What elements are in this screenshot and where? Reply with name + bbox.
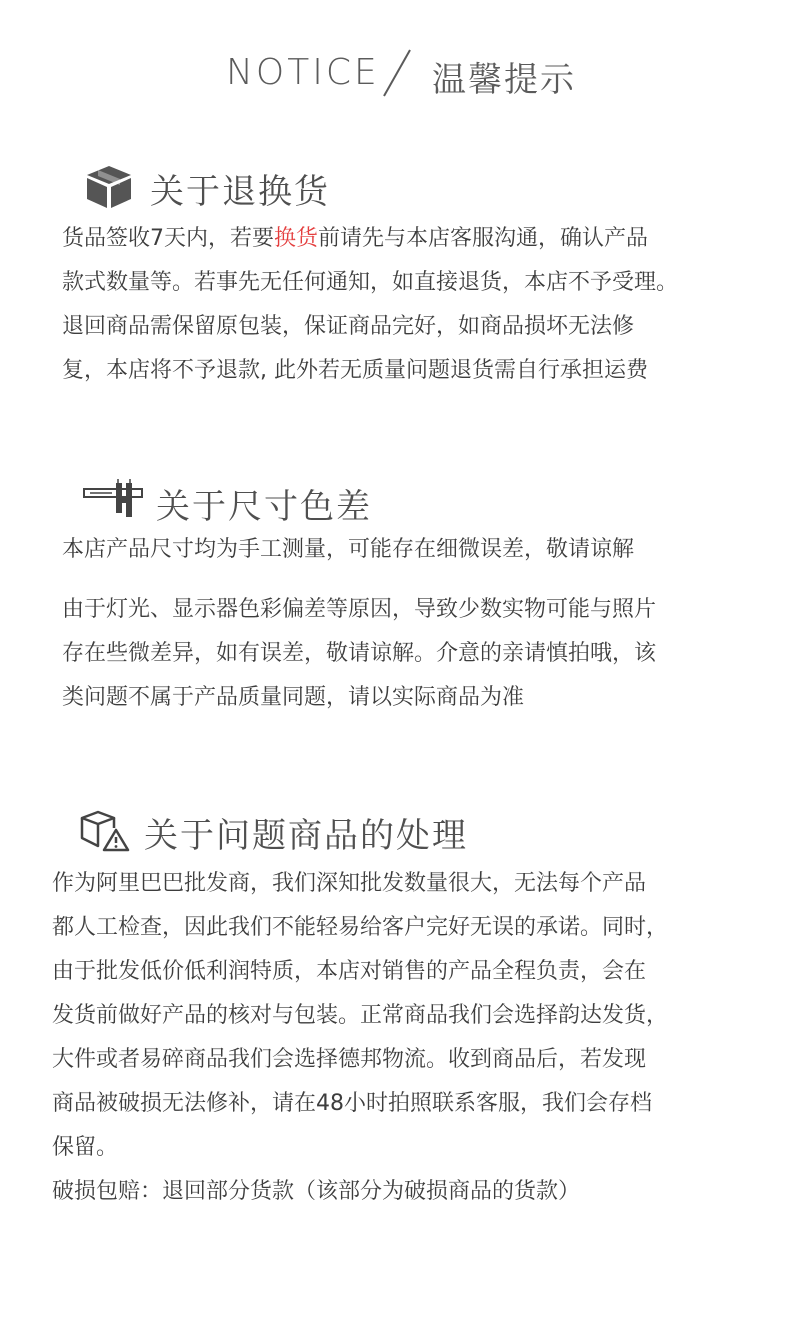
text-line [62, 217, 678, 261]
highlight-exchange: 换货 [274, 226, 319, 251]
text-line: 大件或者易碎商品我们会选择德邦物流。收到商品后，若发现 [52, 1047, 647, 1072]
text-line: 发货前做好产品的核对与包装。正常商品我们会选择韵达发货， [52, 1003, 669, 1028]
text-line: 作为阿里巴巴批发商，我们深知批发数量很大，无法每个产品 [52, 871, 647, 896]
text-line: 存在些微差异，如有误差，敬请谅解。介意的亲请慎拍哦，该 [62, 641, 657, 666]
damaged-box-warning-icon [78, 808, 130, 854]
section-returns-title [84, 164, 404, 210]
text-line: 破损包赔：退回部分货款（该部分为破损商品的货款） [52, 1179, 581, 1204]
notice-header [0, 48, 800, 98]
text-segment: 前请先与本店客服沟通，确认产品 [318, 226, 649, 251]
section-returns-label: 关于退换货 [150, 172, 330, 212]
notice-title-cn: 温馨提示 [432, 60, 576, 100]
section-damage-text [52, 862, 668, 1214]
text-line: 退回商品需保留原包装，保证商品完好，如商品损坏无法修 [62, 314, 635, 339]
caliper-ruler-icon [82, 479, 144, 525]
notice-title-en: NOTICE [226, 52, 380, 93]
section-returns-text [62, 217, 678, 393]
text-line: 由于灯光、显示器色彩偏差等原因，导致少数实物可能与照片 [62, 597, 657, 622]
text-line: 款式数量等。若事先无任何通知，如直接退货，本店不予受理。 [62, 270, 679, 295]
text-line: 复，本店将不予退款, 此外若无质量问题退货需自行承担运费 [62, 358, 648, 383]
text-line: 本店产品尺寸均为手工测量，可能存在细微误差，敬请谅解 [62, 537, 635, 562]
text-line: 由于批发低价低利润特质，本店对销售的产品全程负责，会在 [52, 959, 647, 984]
package-box-icon [84, 164, 134, 210]
section-damage-title [78, 808, 498, 854]
section-damage-label: 关于问题商品的处理 [144, 816, 468, 856]
text-line: 都人工检查，因此我们不能轻易给客户完好无误的承诺。同时， [52, 915, 669, 940]
section-size-title [82, 479, 402, 525]
slash-divider-icon [378, 48, 418, 98]
text-line: 商品被破损无法修补，请在48小时拍照联系客服，我们会存档 [52, 1091, 652, 1116]
section-size-text-1 [62, 528, 634, 572]
text-line: 类问题不属于产品质量同题，请以实际商品为准 [62, 685, 525, 710]
text-segment: 货品签收7天内，若要 [62, 226, 274, 251]
section-size-text-2 [62, 588, 656, 720]
section-size-label: 关于尺寸色差 [156, 487, 372, 527]
text-line: 保留。 [52, 1135, 119, 1160]
